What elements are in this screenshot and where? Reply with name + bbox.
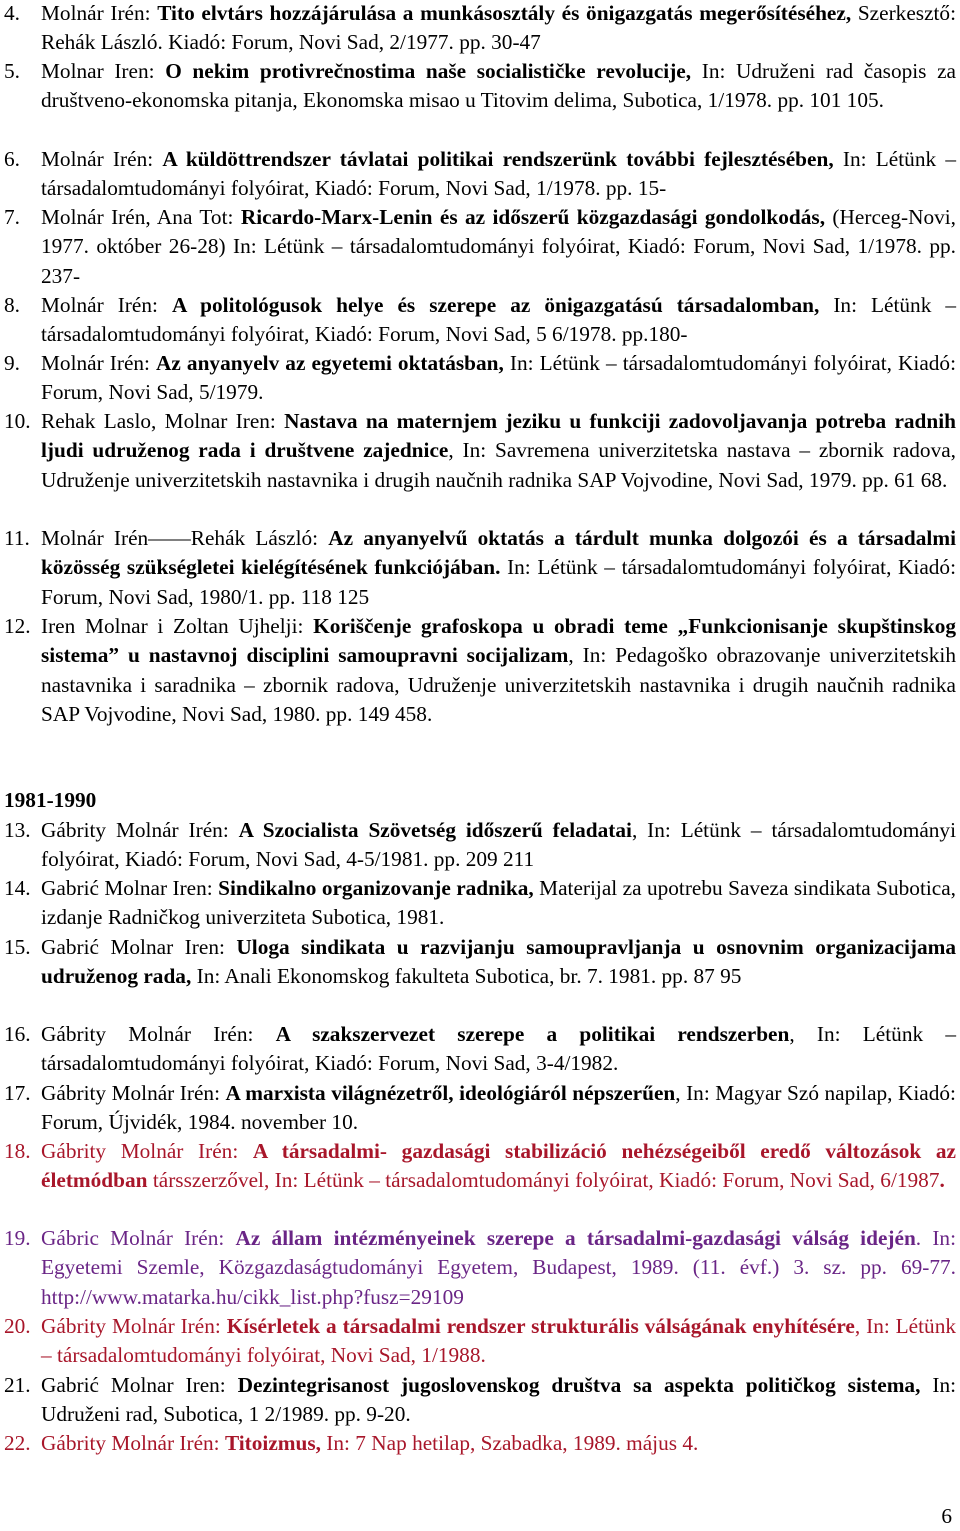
entry-source: In: Udruženi rad časopis za društveno-ekonomska pitanja, Ekonomska misao u Titovim delima, Subotica, 1/1978. pp. 101 105. <box>41 59 957 113</box>
entry-title: Az anyanyelvű oktatás a tárdult munka dolgozói és a társadalmi közösség szükségletei kielégítésének funkciójában. <box>41 526 956 580</box>
entry-title: Az állam intézményeinek szerepe a társadalmi-gazdasági válság idején <box>235 1226 916 1250</box>
bibliography-entry-22 <box>4 1429 956 1458</box>
entry-source: , In: Létünk – társadalomtudományi folyóirat, Kiadó: Forum, Novi Sad, 4-5/1981. pp. 209 211 <box>41 818 956 872</box>
bibliography-entry-16 <box>4 1020 956 1079</box>
entry-number: 20. <box>4 1314 31 1338</box>
entry-authors: Gábrity Molnár Irén: <box>41 818 239 842</box>
entry-source: In: Létünk – társadalomtudományi folyóirat, Kiadó: Forum, Novi Sad, 5 6/1978. pp.180- <box>41 293 957 347</box>
bibliography-entry-12 <box>4 612 956 729</box>
entry-number: 15. <box>4 935 31 959</box>
entry-source: In: Létünk – társadalomtudományi folyóirat, Kiadó: Forum, Novi Sad, 1/1978. pp. 15- <box>41 147 956 201</box>
bibliography-entry-8 <box>4 291 956 350</box>
entry-authors: Molnár Irén: <box>41 1 158 25</box>
bibliography-entry-18 <box>4 1137 956 1196</box>
entry-title: O nekim protivrečnostima naše socialističke revolucije, <box>165 59 692 83</box>
entry-authors: Molnár Irén: <box>41 351 157 375</box>
bibliography-entry-17 <box>4 1079 956 1138</box>
entry-source: . In: Egyetemi Szemle, Közgazdaságtudományi Egyetem, Budapest, 1989. (11. évf.) 3. sz. pp. 69-77. http://www.matarka.hu/cikk_list.php?fusz=29109 <box>41 1226 956 1309</box>
entry-source: , In: Létünk – társadalomtudományi folyóirat, Kiadó: Forum, Novi Sad, 3-4/1982. <box>41 1022 956 1076</box>
entry-number: 10. <box>4 409 31 433</box>
bibliography-entry-15 <box>4 933 956 992</box>
entry-number: 21. <box>4 1373 31 1397</box>
entry-title: A társadalmi- gazdasági stabilizáció nehézségeiből eredő változások az életmódban <box>41 1139 956 1193</box>
page-number: 6 <box>941 1504 952 1528</box>
entry-title: A küldöttrendszer távlatai politikai rendszerünk további fejlesztésében, <box>162 147 834 171</box>
bibliography-entry-5 <box>4 57 956 116</box>
entry-title: Sindikalno organizovanje radnika, <box>218 876 534 900</box>
entry-number: 4. <box>4 1 20 25</box>
entry-source: , In: Savremena univerzitetska nastava – zbornik radova, Udruženje univerzitetskih nastavnika i drugih naučnih radnika SAP Vojvodine, Novi Sad, 1979. pp. 61 68. <box>41 438 956 492</box>
entry-number: 22. <box>4 1431 31 1455</box>
entry-number: 16. <box>4 1022 31 1046</box>
entry-source: In: 7 Nap hetilap, Szabadka, 1989. május 4. <box>320 1431 699 1455</box>
bibliography-entry-13 <box>4 816 956 875</box>
entry-source: , In: Pedagoško obrazovanje univerzitetskih nastavnika i saradnika – zbornik radova, Udruženje univerzitetskih nastavnika i drugih naučnih radnika SAP Vojvodine, Novi Sad, 1980. pp. 149 458. <box>41 643 956 726</box>
entry-source: társszerzővel, In: Létünk – társadalomtudományi folyóirat, Kiadó: Forum, Novi Sad, 6/1987 <box>147 1168 940 1193</box>
entry-title: A szakszervezet szerepe a politikai rendszerben <box>275 1022 790 1046</box>
entry-authors: Gábrity Molnár Irén: <box>41 1314 227 1338</box>
entry-source: (Herceg-Novi, 1977. október 26-28) In: Létünk – társadalomtudományi folyóirat, Kiadó: Forum, Novi Sad, 1/1978. pp. 237- <box>41 205 957 288</box>
bibliography-entry-14 <box>4 874 956 933</box>
entry-number: 17. <box>4 1081 31 1105</box>
bibliography-entry-20 <box>4 1312 956 1371</box>
entry-authors: Gábrity Molnár Irén: <box>41 1139 253 1163</box>
entry-source: Szerkesztő: Rehák László. Kiadó: Forum, Novi Sad, 2/1977. pp. 30-47 <box>41 1 956 55</box>
entry-title: Tito elvtárs hozzájárulása a munkásosztály és önigazgatás megerősítéséhez, <box>157 1 852 25</box>
bibliography-entry-9 <box>4 349 956 408</box>
entry-authors: Gábrity Molnár Irén: <box>41 1081 226 1105</box>
bibliography-entry-11 <box>4 524 956 612</box>
entry-authors: Molnár Irén, Ana Tot: <box>41 205 241 229</box>
entry-source: In: Létünk – társadalomtudományi folyóirat, Kiadó: Forum, Novi Sad, 5/1979. <box>41 351 956 405</box>
bibliography-entry-6 <box>4 145 956 204</box>
entry-authors: Molnár Irén: <box>41 293 172 317</box>
entry-title: A politológusok helye és szerepe az önigazgatású társadalomban, <box>171 293 820 317</box>
entry-authors: Gábric Molnár Irén: <box>41 1226 236 1250</box>
entry-title: Titoizmus, <box>224 1431 321 1455</box>
entry-title: A Szocialista Szövetség időszerű feladatai <box>238 818 632 842</box>
entry-number: 5. <box>4 59 20 83</box>
entry-authors: Gabrić Molnar Iren: <box>41 1373 238 1397</box>
entry-number: 8. <box>4 293 20 317</box>
bibliography-entry-7 <box>4 203 956 291</box>
entry-number: 6. <box>4 147 20 171</box>
entry-authors: Gabrić Molnar Iren: <box>41 876 219 900</box>
entry-authors: Gábrity Molnár Irén: <box>41 1431 225 1455</box>
entry-source: , In: Magyar Szó napilap, Kiadó: Forum, Újvidék, 1984. november 10. <box>41 1081 956 1135</box>
entry-source: , In: Létünk – társadalomtudományi folyóirat, Novi Sad, 1/1988. <box>41 1314 956 1368</box>
entry-source: Materijal za upotrebu Saveza sindikata Subotica, izdanje Radničkog univerziteta Subotica, 1981. <box>41 876 957 930</box>
entry-number: 14. <box>4 876 31 900</box>
entry-title: A marxista világnézetről, ideológiáról népszerűen <box>225 1081 676 1105</box>
entry-number: 9. <box>4 351 20 375</box>
entry-authors: Gabrić Molnar Iren: <box>41 935 237 959</box>
entry-number: 18. <box>4 1139 31 1163</box>
entry-number: 12. <box>4 614 31 638</box>
entry-number: 13. <box>4 818 31 842</box>
entry-number: 19. <box>4 1226 31 1250</box>
entry-number: 7. <box>4 205 20 229</box>
entry-end: . <box>939 1168 945 1193</box>
entry-authors: Gábrity Molnár Irén: <box>41 1022 276 1046</box>
entry-authors: Molnár Irén——Rehák László: <box>41 526 329 550</box>
entry-source: In: Létünk – társadalomtudományi folyóirat, Kiadó: Forum, Novi Sad, 1980/1. pp. 118 125 <box>41 555 956 609</box>
bibliography-entry-4 <box>4 0 956 58</box>
entry-title: Nastava na maternjem jeziku u funkciji zadovoljavanja potreba radnih ljudi udruženog rada i društvene zajednice <box>41 409 956 463</box>
entry-number: 11. <box>4 526 30 550</box>
entry-authors: Molnar Iren: <box>41 59 166 83</box>
bibliography-entry-21 <box>4 1371 956 1430</box>
bibliography-entry-19 <box>4 1224 956 1312</box>
entry-title: Kísérletek a társadalmi rendszer strukturális válságának enyhítésére <box>226 1314 855 1338</box>
entry-source: In: Anali Ekonomskog fakulteta Subotica, br. 7. 1981. pp. 87 95 <box>191 964 742 989</box>
entry-authors: Molnár Irén: <box>41 147 163 171</box>
entry-title: Dezintegrisanost jugoslovenskog društva sa aspekta političkog sistema, <box>237 1373 921 1397</box>
entry-title: Koriščenje grafoskopa u obradi teme „Funkcionisanje skupštinskog sistema” u nastavnoj disciplini samoupravni socijalizam <box>41 614 956 668</box>
bibliography-entry-10 <box>4 407 956 495</box>
entry-title: Az anyanyelv az egyetemi oktatásban, <box>156 351 504 375</box>
entry-title: Ricardo-Marx-Lenin és az időszerű közgazdasági gondolkodás, <box>240 205 826 229</box>
entry-authors: Rehak Laslo, Molnar Iren: <box>41 409 285 433</box>
entry-source: In: Udruženi rad, Subotica, 1 2/1989. pp. 9-20. <box>41 1373 957 1427</box>
entry-authors: Iren Molnar i Zoltan Ujhelji: <box>41 614 314 638</box>
section-heading: 1981-1990 <box>4 788 97 812</box>
entry-title: Uloga sindikata u razvijanju samoupravljanja u osnovnim organizacijama udruženog rada, <box>41 935 957 989</box>
